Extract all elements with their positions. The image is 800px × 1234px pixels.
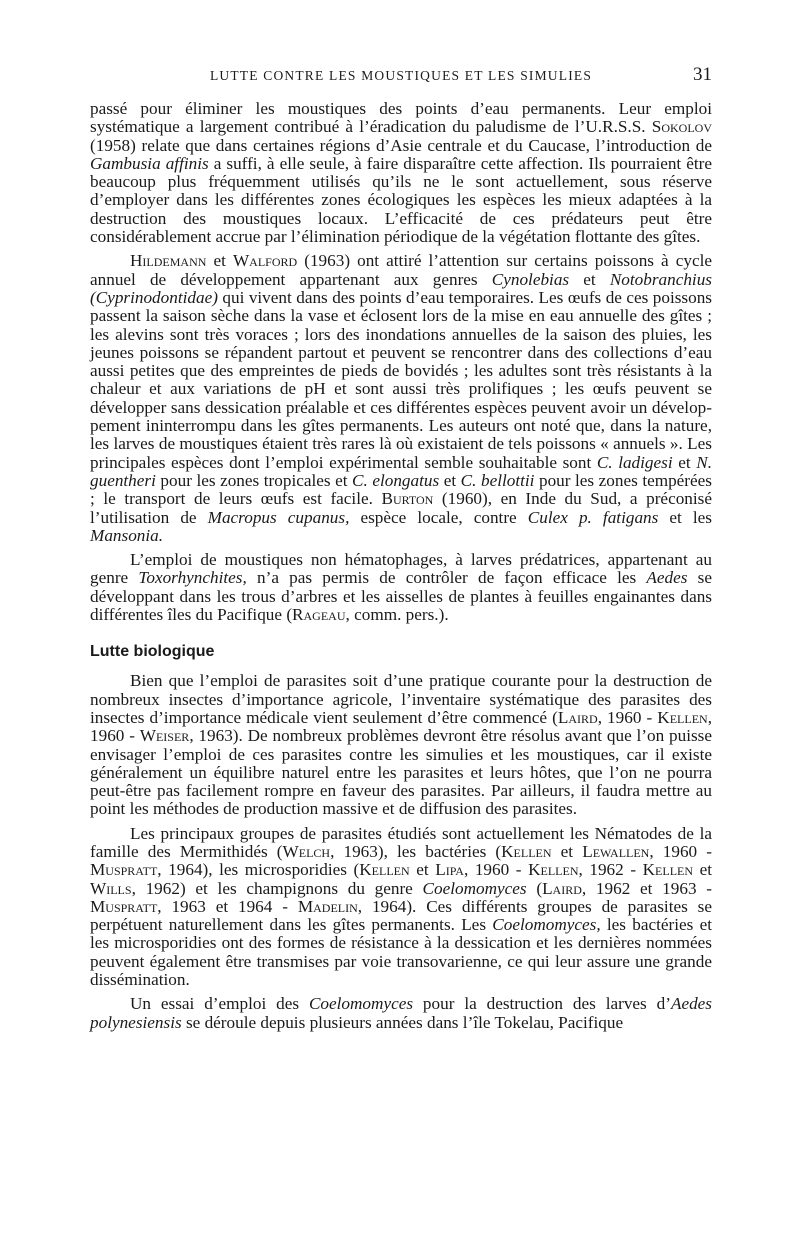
author-name: Walford [232,251,298,271]
genus-name: Coelomomyces [308,994,414,1014]
text-run: et [439,470,461,490]
author-name: Welch [282,841,331,861]
text-run: pour les zones tempérées ; le transport de leurs œufs est facile. [90,470,712,509]
text-run: pour les zones tropicales et [155,470,353,490]
text-run: et [206,251,233,271]
species-name: Gambusia affinis [90,153,209,173]
author-name: Hildemann [130,251,207,271]
text-run: , 1962 - [578,860,643,880]
species-name: Macropus cupanus, [207,507,350,527]
text-run: a suffi, à elle seule, à faire disparaître cette affection. Ils pourraient être beaucoup plus fréquemment utilisés qu’ils ne le sont actuellement, sous réserve d’employer dans les différentes zones écologiques les espèces les mieux adaptées à la destruction des moustiques locaux. L’efficacité de ces prédateurs peut être considérablement accrue par l’élimination périodique de la végétation flottante des gîtes. [90,153,713,247]
paragraph-2 [90,252,712,545]
species-name: N. guentheri [90,452,712,490]
text-run: , 1960 - [649,841,712,861]
text-run: , 1960 - [597,707,658,727]
genus-name: Notobranchius (Cyprinodontidae) [90,269,712,307]
paragraph-5 [90,825,712,990]
paragraph-4 [90,672,712,818]
author-name: Burton [381,489,434,509]
author-name: Sokolov [651,117,712,137]
author-name: Lewallen [582,841,650,861]
section-heading: Lutte biologique [90,643,215,661]
running-header [90,66,712,88]
text-run: et [693,860,713,880]
author-name: Laird [542,878,582,898]
author-name: Rageau [292,605,346,625]
text-run: n’a pas permis de contrôler de façon efficace les [246,568,647,588]
text-run: L’emploi de moustiques non hématophages, à larves prédatrices, appartenant au genre [90,550,712,588]
paragraph-6 [90,995,712,1032]
species-name: C. bellottii [460,470,535,490]
text-run: pour la destruction des larves d’ [413,994,671,1014]
text-run: qui vivent dans des points d’eau temporaires. Les œufs de ces poissons passent la saison sèche dans la vase et éclosent lors de la mise en eau annuelle des gîtes ; les alevins sont très voraces ; lors des inondations annuelles de la saison des pluies, les jeunes poissons se répandent partout et peuvent se rencontrer dans des collections d’eau aussi petites que des empreintes de pieds de bovidés ; les adultes sont très résistants à la chaleur et aux variations de pH et sont aussi très prolifiques ; les œufs peuvent se développer sans dessication préalable et ces différentes espèces peuvent avoir un développement ininterrompu dans les gîtes permanents. Les auteurs ont noté que, dans la nature, les larves de moustiques étaient très rares là où existaient de tels poissons « annuels ». Les principales espèces dont l’emploi expérimental semble souhaitable sont [90,287,712,472]
genus-name: Cynolebias [491,269,570,289]
text-run: et les [658,507,712,527]
text-run: , comm. pers.). [345,605,449,625]
genus-name: Aedes [646,568,688,588]
text-run: ( [526,878,543,898]
text-run: , 1964), les microsporidies ( [157,860,360,880]
running-title: LUTTE CONTRE LES MOUSTIQUES ET LES SIMULIES [209,68,593,83]
text-run: , 1960 - [90,707,712,746]
author-name: Kellen [359,860,410,880]
text-run: et [569,269,610,289]
author-name: Kellen [501,841,552,861]
text-run: passé pour éliminer les moustiques des points d’eau permanents. Leur emploi systématique a largement contribué à l’éradication du paludisme de l’U.R.S.S. [90,99,712,137]
genus-name: Mansonia. [90,525,164,545]
author-name: Muspratt [90,860,158,880]
species-name: C. ladigesi [596,452,673,472]
text-run: (1963) ont attiré l’attention sur certains poissons à cycle annuel de développement appartenant aux genres [90,251,712,289]
text-run: , 1963). De nombreux problèmes devront être résolus avant que l’on puisse envisager l’emploi de ces parasites contre les simulies et les moustiques, car il existe généralement un équilibre naturel entre les parasites et leurs hôtes, que l’on ne pourra peut-être pas facilement rompre en faveur des parasites. Par ailleurs, il faudra mettre au point les méthodes de production massive et de diffusion des parasites. [90,726,712,819]
text-run: espèce locale, contre [349,507,528,527]
text-run: , 1964). Ces différents groupes de parasites se perpétuent naturellement dans les gîtes permanents. Les [90,896,712,935]
author-name: Laird [557,707,598,727]
text-run: et [409,860,436,880]
species-name: Culex p. fatigans [527,507,659,527]
text-run: , 1962 et 1963 - [581,878,712,898]
text-run: Un essai d’emploi des [130,994,309,1014]
text-run: , 1963 et 1964 - [157,896,298,916]
author-name: Kellen [528,860,579,880]
text-run: se déroule depuis plusieurs années dans l’île Tokelau, Pacifique [181,1012,624,1032]
author-name: Madelin [297,896,358,916]
text-run: (1958) relate que dans certaines régions d’Asie centrale et du Caucase, l’introduction de [90,135,712,155]
genus-name: Toxorhynchites, [138,568,247,588]
species-name: Aedes polynesiensis [90,994,712,1032]
genus-name: Coelomomyces, [492,915,601,935]
text-run: les bactéries et les microsporidies ont des formes de résistance à la dessication et les dernières nommées peuvent également être transmises par voie transovarienne, ce qui leur assure une grande dissémination. [90,915,713,990]
species-name: C. elongatus [352,470,440,490]
author-name: Kellen [657,707,708,727]
text-run: , 1962) et les champignons du genre [131,878,423,898]
text-run: , 1960 - [463,860,529,880]
text-run: Bien que l’emploi de parasites soit d’une pratique courante pour la destruction de nombreux insectes d’importance agricole, l’inventaire systématique des parasites des insectes d’importance médicale vient seulement d’être commencé ( [90,671,712,727]
paragraph-3 [90,551,712,624]
author-name: Kellen [642,860,694,880]
text-run: et [551,841,583,861]
paragraph-1 [90,100,712,246]
text-run: et [672,452,697,472]
author-name: Muspratt [90,896,158,916]
text-run: Les principaux groupes de parasites étudiés sont actuellement les Nématodes de la famille des Mermithidés ( [90,823,712,861]
author-name: Wills [90,878,132,898]
body-text [90,100,712,1038]
text-run: se développant dans les trous d’arbres et les aisselles de plantes à feuilles engainantes dans différentes îles du Pacifique ( [90,568,712,625]
page-number: 31 [693,64,712,85]
author-name: Lipa [435,860,464,880]
author-name: Weiser [139,726,190,746]
text-run: (1960), en Inde du Sud, a préconisé l’utilisation de [90,489,712,527]
text-run: , 1963), les bactéries ( [330,841,502,861]
genus-name: Coelomomyces [422,878,527,898]
